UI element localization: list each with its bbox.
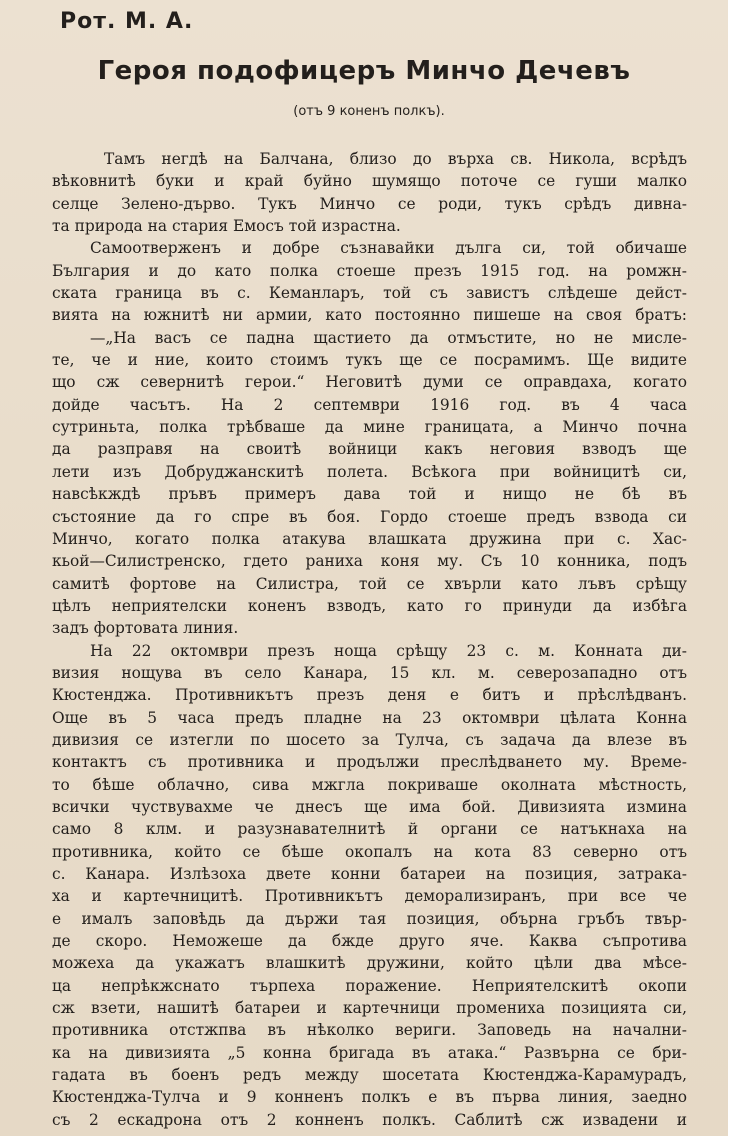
text-line: ската граница въ с. Кеманларъ, той съ завистъ слѣдеше дейст- [52,284,687,303]
text-line: дойде часътъ. На 2 септември 1916 год. въ 4 часа [52,395,687,414]
text-line: визия нощува въ село Канара, 15 кл. м. северозападно отъ [52,663,687,682]
text-line: селце Зелено-дърво. Тукъ Минчо се роди, тукъ срѣдъ дивна- [52,194,687,213]
article-title: Героя подофицеръ Минчо Дечевъ [97,56,631,86]
text-line: гадата въ боенъ редъ между шосетата Кюстенджа-Карамурадъ, [52,1066,687,1085]
text-line: задъ фортовата линия. [52,619,239,638]
text-line: навсѣкждѣ пръвъ примеръ дава той и нищо не бѣ въ [52,485,687,504]
right-margin-strip [728,0,738,1136]
text-line: противника, който се бѣше окопалъ на кота 83 северно отъ [52,842,687,861]
text-line: ца непрѣкжснато търпеха поражение. Неприятелскитѣ окопи [52,976,687,995]
text-line: самитѣ фортове на Силистра, той се хвърли като лъвъ срѣщу [52,574,687,593]
text-line: сж взети, нашитѣ батареи и картечници промениха позицията си, [52,999,687,1018]
text-line: —„На васъ се падна щастието да отмъстите, но не мислe- [90,328,687,347]
text-line: Тамъ негдѣ на Балчана, близо до върха св. Никола, всрѣдъ [104,150,687,168]
text-line: те, че и ние, които стоимъ тукъ ще се посрамимъ. Ще видите [52,351,687,370]
text-line: България и до като полка стоеше презъ 1915 год. на ромжн- [52,261,687,280]
text-line: вѣковнитѣ буки и край буйно шумящо поточе се гуши малко [52,172,687,191]
text-line: цѣлъ неприятелски коненъ взводъ, като го принуди да избѣга [52,596,687,615]
article-subtitle: (отъ 9 коненъ полкъ). [293,104,445,119]
text-line: ка на дивизията „5 конна бригада въ атака.“ Развърна се бри- [52,1043,687,1062]
text-line: вията на южнитѣ ни армии, като постоянно пишеше на своя братъ: [52,306,687,325]
text-line: то бѣше облачно, сива мжгла покриваше околната мѣстность, [52,775,687,794]
article-body [52,148,687,1131]
text-line: с. Канара. Излѣзоха двете конни батареи на позиция, затрака- [52,865,687,883]
text-line: можеха да укажатъ влашкитѣ дружини, който цѣли два мѣсе- [52,954,687,973]
text-line: Минчо, когато полка атакува влашката дружина при с. Хас- [52,529,687,548]
text-line: кьой—Силистренско, гдето раниха коня му. Съ 10 конника, подъ [52,552,687,571]
text-line: що сж севернитѣ герои.“ Неговитѣ думи се оправдаха, когато [52,373,687,392]
text-line: ха и картечницитѣ. Противникътъ деморализиранъ, при все че [52,887,687,906]
text-line: сутриньта, полка трѣбваше да мине границата, а Минчо почна [52,418,687,437]
text-line: та природа на стария Емосъ той израстна. [52,217,401,236]
text-line: е ималъ заповѣдь да държи тая позиция, обърна гръбъ твър- [52,909,687,928]
text-line: само 8 клм. и разузнавателнитѣ й органи се натъкнаха на [52,820,687,839]
text-line: Кюстенджа. Противникътъ презъ деня е битъ и прѣслѣдванъ. [52,686,687,705]
text-line: Самоотверженъ и добре съзнавайки дълга си, той обичаше [90,239,687,258]
text-line: На 22 октомври презъ ноща срѣщу 23 с. м. Конната ди- [90,641,687,660]
text-line: Кюстенджа-Тулча и 9 конненъ полкъ е въ първа линия, заедно [52,1088,687,1107]
text-line: да разправя на своитѣ войници какъ неговия взводъ ще [52,440,687,459]
text-line: де скоро. Неможеше да бжде друго яче. Каква съпротива [52,932,687,951]
text-line: Още въ 5 часа предъ пладне на 23 октомври цѣлата Конна [52,708,687,727]
text-line: дивизия се изтегли по шосето за Тулча, съ задача да влезе въ [52,730,687,749]
text-line: лети изъ Добруджанскитѣ полета. Всѣкога при войницитѣ си, [52,462,687,481]
text-line: противника отстжпва въ нѣколко вериги. Заповедь на начални- [52,1021,687,1040]
author-name: Рот. М. А. [60,9,194,34]
text-line: съ 2 ескадрона отъ 2 конненъ полкъ. Саблитѣ сж извадени и [52,1110,687,1129]
text-line: всички чуствувахме че днесъ ще има бой. Дивизията измина [52,797,687,816]
text-line: контактъ съ противника и продължи преслѣдването му. Времe- [52,753,687,772]
text-line: състояние да го спре въ боя. Гордо стоеше предъ взвода си [52,507,687,526]
